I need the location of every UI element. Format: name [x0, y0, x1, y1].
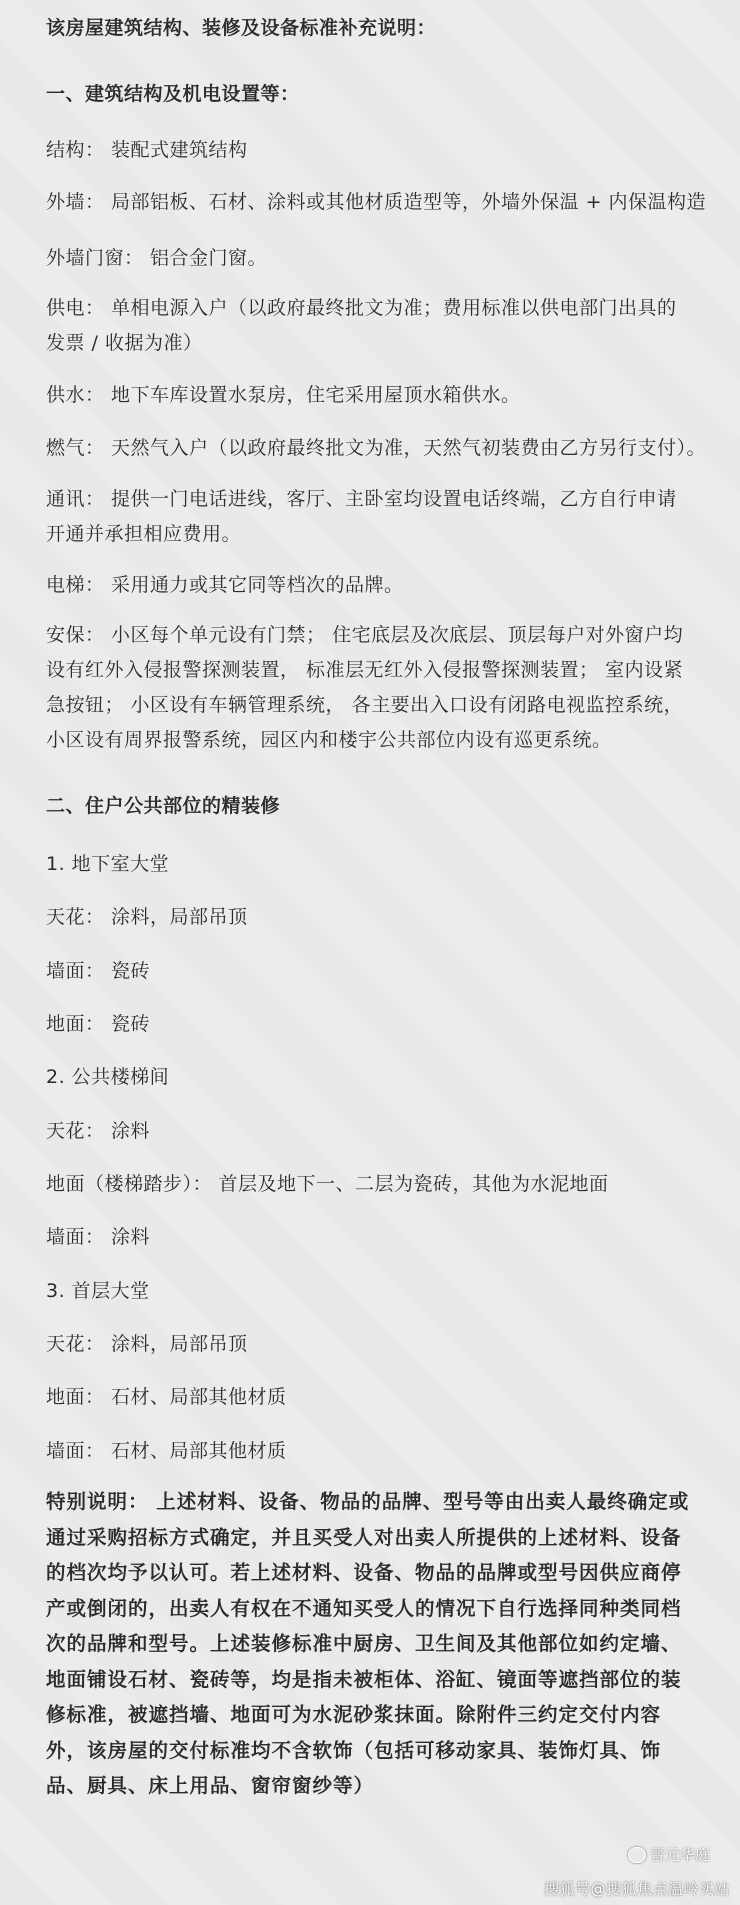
- stairwell-floor-line: 地面（楼梯踏步）： 首层及地下一、二层为瓷砖，其他为水泥地面: [46, 1173, 609, 1195]
- subheading-basement-lobby: 1. 地下室大堂: [46, 853, 170, 875]
- security-paragraph: 安保： 小区每个单元设有门禁； 住宅底层及次底层、顶层每户对外窗户均设有红外入侵报警探测装置， 标准层无红外入侵报警探测装置； 室内设紧急按钮； 小区设有车辆管理系统， 各主要出入口设有闭路电视监控系统， 小区设有周界报警系统，园区内和楼宇公共部位内设有巡更系统。: [46, 624, 684, 751]
- wechat-icon: [628, 1847, 646, 1863]
- ground-ceiling-line: 天花： 涂料，局部吊顶: [46, 1333, 248, 1355]
- subheading-stairwell: 2. 公共楼梯间: [46, 1066, 170, 1088]
- telecom-paragraph: 通讯： 提供一门电话进线，客厅、主卧室均设置电话终端，乙方自行申请开通并承担相应费用。: [46, 488, 677, 545]
- source-watermark: 搜狐号@搜狐焦点温岭买站: [544, 1880, 731, 1898]
- account-watermark: [628, 1844, 710, 1865]
- stairwell-wall-line: 墙面： 涂料: [46, 1226, 151, 1248]
- section2-heading: 二、住户公共部位的精装修: [46, 795, 281, 817]
- ground-wall-line: 墙面： 石材、局部其他材质: [46, 1440, 287, 1462]
- document-title: 该房屋建筑结构、装修及设备标准补充说明：: [46, 17, 437, 39]
- wall-line: 外墙： 局部铝板、石材、涂料或其他材质造型等，外墙外保温 + 内保温构造: [46, 191, 707, 213]
- structure-line: 结构： 装配式建筑结构: [46, 139, 248, 161]
- account-watermark-label: 晋元华庭: [650, 1846, 711, 1864]
- basement-floor-line: 地面： 瓷砖: [46, 1013, 151, 1035]
- elevator-line: 电梯： 采用通力或其它同等档次的品牌。: [46, 574, 404, 596]
- special-note-paragraph: 特别说明： 上述材料、设备、物品的品牌、型号等由出卖人最终确定或通过采购招标方式确定，并且买受人对出卖人所提供的上述材料、设备的档次均予以认可。若上述材料、设备、物品的品牌或型号因供应商停产或倒闭的，出卖人有权在不通知买受人的情况下自行选择同种类同档次的品牌和型号。上述装修标准中厨房、卫生间及其他部位如约定墙、地面铺设石材、瓷砖等，均是指未被柜体、浴缸、镜面等遮挡部位的装修标准，被遮挡墙、地面可为水泥砂浆抹面。除附件三约定交付内容外，该房屋的交付标准均不含软饰（包括可移动家具、装饰灯具、饰品、厨具、床上用品、窗帘窗纱等）: [46, 1490, 690, 1797]
- basement-ceiling-line: 天花： 涂料，局部吊顶: [46, 906, 248, 928]
- gas-line: 燃气： 天然气入户（以政府最终批文为准，天然气初装费由乙方另行支付）。: [46, 437, 707, 459]
- basement-wall-line: 墙面： 瓷砖: [46, 960, 151, 982]
- stairwell-ceiling-line: 天花： 涂料: [46, 1120, 151, 1142]
- subheading-ground-lobby: 3. 首层大堂: [46, 1280, 150, 1302]
- power-paragraph: 供电： 单相电源入户（以政府最终批文为准；费用标准以供电部门出具的发票 / 收据为准）: [46, 297, 677, 354]
- window-line: 外墙门窗： 铝合金门窗。: [46, 247, 268, 269]
- water-line: 供水： 地下车库设置水泵房，住宅采用屋顶水箱供水。: [46, 384, 521, 406]
- section1-heading: 一、建筑结构及机电设置等：: [46, 83, 300, 105]
- ground-floor-line: 地面： 石材、局部其他材质: [46, 1386, 287, 1408]
